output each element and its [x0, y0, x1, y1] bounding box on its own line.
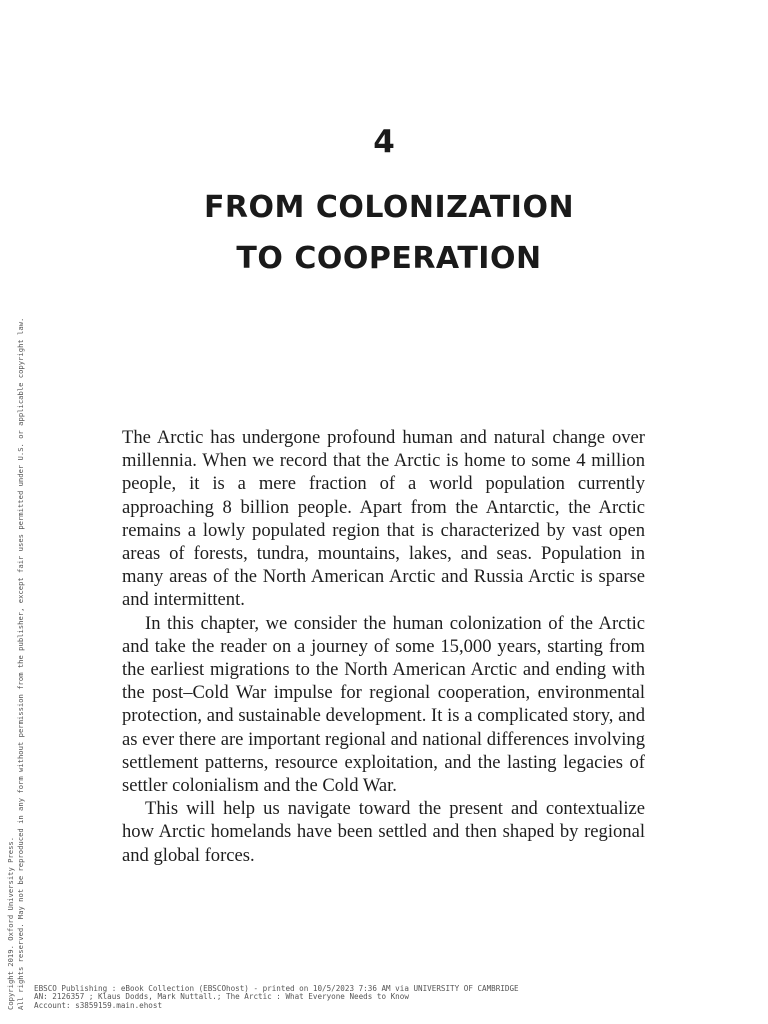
copyright-notice: [6, 250, 26, 1010]
chapter-number: 4: [373, 124, 395, 160]
body-paragraph-3: This will help us navigate toward the present and contextualize how Arctic homelands have been settled and then shaped by regional and global forces.: [122, 798, 645, 866]
footer-line-2: AN: 2126357 ; Klaus Dodds, Mark Nuttall.; The Arctic : What Everyone Needs to Know: [34, 992, 409, 1002]
chapter-title-line-2: TO COOPERATION: [236, 241, 542, 276]
copyright-line-1: Copyright 2019. Oxford University Press.: [6, 836, 15, 1010]
body-paragraph-1: The Arctic has undergone profound human and natural change over millennia. When we record that the Arctic is home to some 4 million people, it is a mere fraction of a world population currently approaching 8 billion people. Apart from the Antarctic, the Arctic remains a lowly populated region that is characterized by vast open areas of forests, tundra, mountains, lakes, and seas. Population in many areas of the North American Arctic and Russia Arctic is sparse and intermittent.: [122, 427, 645, 611]
chapter-body: [122, 426, 645, 867]
chapter-title-line-1: FROM COLONIZATION: [203, 190, 575, 225]
copyright-line-2: All rights reserved. May not be reproduced in any form without permission from the publisher, except fair uses permitted under U.S. or applicable copyright law.: [16, 317, 25, 1010]
body-paragraph-2: In this chapter, we consider the human colonization of the Arctic and take the reader on a journey of some 15,000 years, starting from the earliest migrations to the North American Arctic and ending with the post–Cold War impulse for regional cooperation, environmental protection, and sustainable development. It is a complicated story, and as ever there are important regional and national differences involving settlement patterns, resource exploitation, and the lasting legacies of settler colonialism and the Cold War.: [122, 612, 645, 797]
chapter-title: [0, 182, 768, 284]
print-footer: [34, 985, 519, 1010]
footer-line-1: EBSCO Publishing : eBook Collection (EBSCOhost) - printed on 10/5/2023 7:36 AM via UNIVERSITY OF CAMBRIDGE: [34, 984, 519, 993]
footer-line-3: Account: s3859159.main.ehost: [34, 1000, 163, 1010]
